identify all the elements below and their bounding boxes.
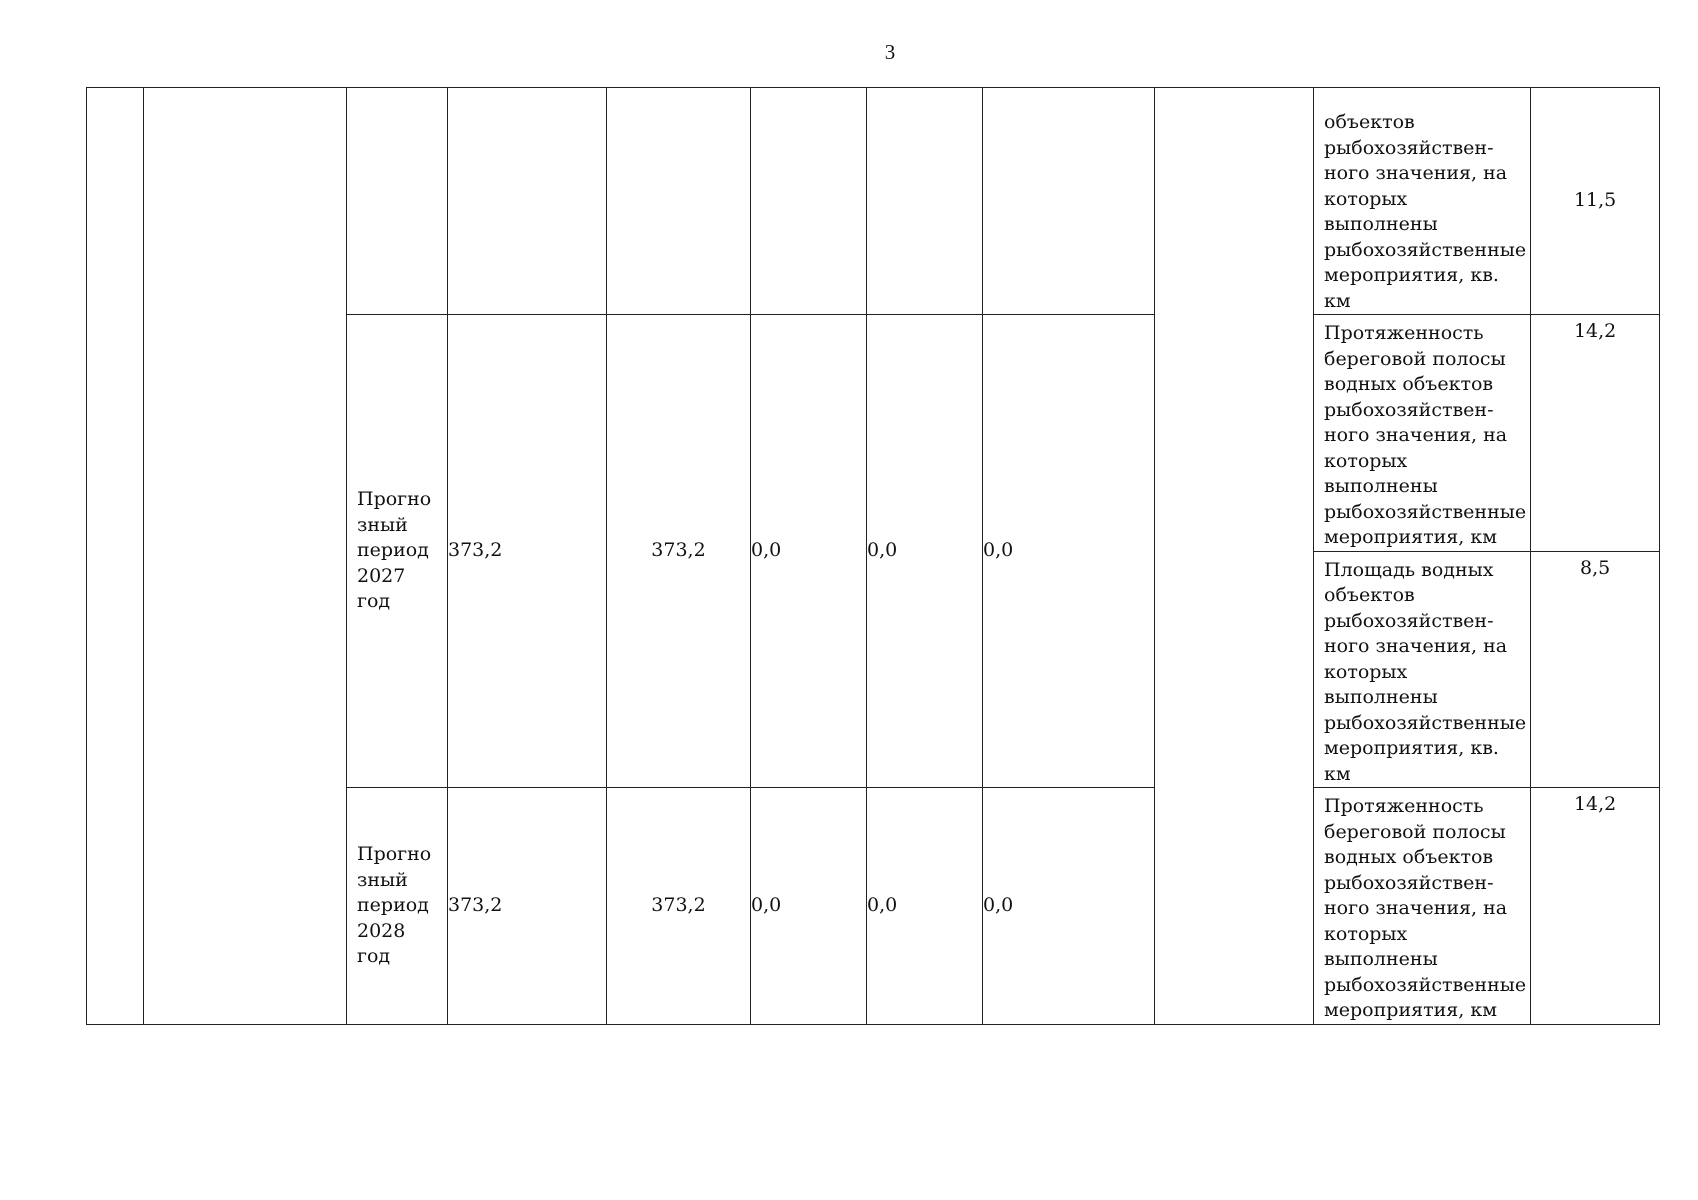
indicator-value-cell: 11,5 (1531, 88, 1660, 315)
value-local-cell (867, 88, 983, 315)
indicator-text: Протяженность береговой полосы водных объектов рыбохозяйствен- ного значения, на которых выполнены рыбохозяйственные мероприятия, км (1324, 322, 1527, 548)
name-column-cell (144, 88, 347, 1025)
value-regional-cell (751, 88, 867, 315)
period-cell (347, 88, 448, 315)
indicator-text-cell (1314, 551, 1531, 788)
value-other-cell: 0,0 (983, 788, 1155, 1025)
period-cell: Прогно зный период 2028 год (347, 788, 448, 1025)
value-federal-cell: 373,2 (607, 315, 751, 788)
indicator-value-cell: 14,2 (1531, 788, 1660, 1025)
value-regional-cell: 0,0 (751, 315, 867, 788)
value-local-cell: 0,0 (867, 315, 983, 788)
number-column-cell (87, 88, 144, 1025)
value-total-cell (448, 88, 607, 315)
value-federal-cell (607, 88, 751, 315)
indicator-text-cell (1314, 315, 1531, 552)
indicator-text: Площадь водных объектов рыбохозяйствен- ного значения, на которых выполнены рыбохозяйственные мероприятия, кв. км (1324, 558, 1527, 785)
value-local-cell: 0,0 (867, 788, 983, 1025)
indicator-text: Протяженность береговой полосы водных объектов рыбохозяйствен- ного значения, на которых выполнены рыбохозяйственные мероприятия, км (1324, 795, 1527, 1021)
value-federal-cell: 373,2 (607, 788, 751, 1025)
indicator-text-cell (1314, 788, 1531, 1025)
value-other-cell: 0,0 (983, 315, 1155, 788)
value-total-cell: 373,2 (448, 315, 607, 788)
table-row (87, 88, 1660, 315)
value-total-cell: 373,2 (448, 788, 607, 1025)
value-regional-cell: 0,0 (751, 788, 867, 1025)
indicator-value-cell: 14,2 (1531, 315, 1660, 552)
indicator-text: объектов рыбохозяйствен- ного значения, на которых выполнены рыбохозяйственные мероприятия, кв. км (1324, 111, 1527, 312)
value-other-cell (983, 88, 1155, 315)
budget-table (86, 87, 1660, 1025)
indicator-text-cell (1314, 88, 1531, 315)
period-cell: Прогно зный период 2027 год (347, 315, 448, 788)
page-number: 3 (884, 40, 896, 64)
indicator-value-cell: 8,5 (1531, 551, 1660, 788)
responsible-column-cell (1155, 88, 1314, 1025)
